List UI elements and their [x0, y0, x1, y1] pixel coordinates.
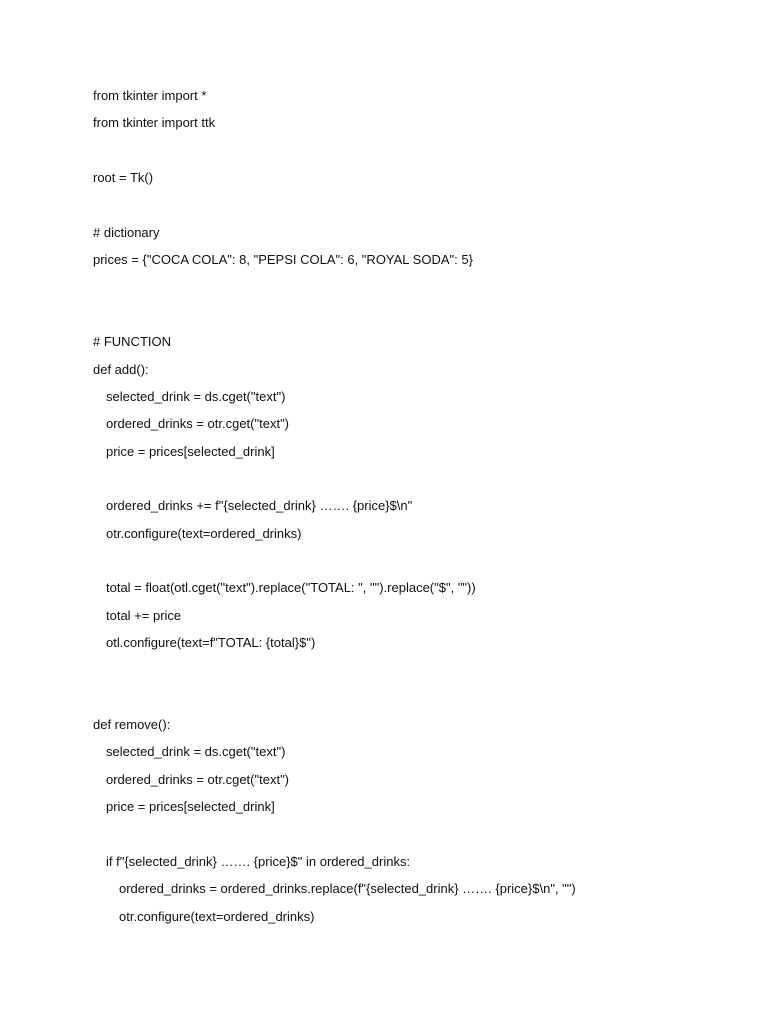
- code-line: # dictionary: [93, 225, 160, 240]
- code-line: otr.configure(text=ordered_drinks): [119, 909, 315, 924]
- code-line: def add():: [93, 362, 149, 377]
- code-line: # FUNCTION: [93, 334, 171, 349]
- code-line: total += price: [106, 608, 182, 623]
- code-line: price = prices[selected_drink]: [106, 799, 275, 814]
- code-line: from tkinter import ttk: [93, 115, 216, 130]
- code-line: total = float(otl.cget("text").replace("TOTAL: ", "").replace("$", "")): [106, 580, 476, 595]
- code-line: ordered_drinks = otr.cget("text"): [106, 416, 290, 431]
- code-line: ordered_drinks = otr.cget("text"): [106, 772, 290, 787]
- code-line: root = Tk(): [93, 170, 154, 185]
- code-line: from tkinter import *: [93, 88, 207, 103]
- code-line: ordered_drinks += f"{selected_drink} ……. {price}$\n": [106, 498, 413, 513]
- code-line: prices = {"COCA COLA": 8, "PEPSI COLA": 6, "ROYAL SODA": 5}: [93, 252, 473, 267]
- code-line: ordered_drinks = ordered_drinks.replace(f"{selected_drink} ……. {price}$\n", ""): [119, 881, 576, 896]
- code-line: selected_drink = ds.cget("text"): [106, 389, 286, 404]
- code-line: selected_drink = ds.cget("text"): [106, 744, 286, 759]
- code-line: otl.configure(text=f"TOTAL: {total}$"): [106, 635, 316, 650]
- code-line: def remove():: [93, 717, 171, 732]
- code-line: price = prices[selected_drink]: [106, 444, 275, 459]
- code-line: if f"{selected_drink} ……. {price}$" in ordered_drinks:: [106, 854, 411, 869]
- code-line: otr.configure(text=ordered_drinks): [106, 526, 302, 541]
